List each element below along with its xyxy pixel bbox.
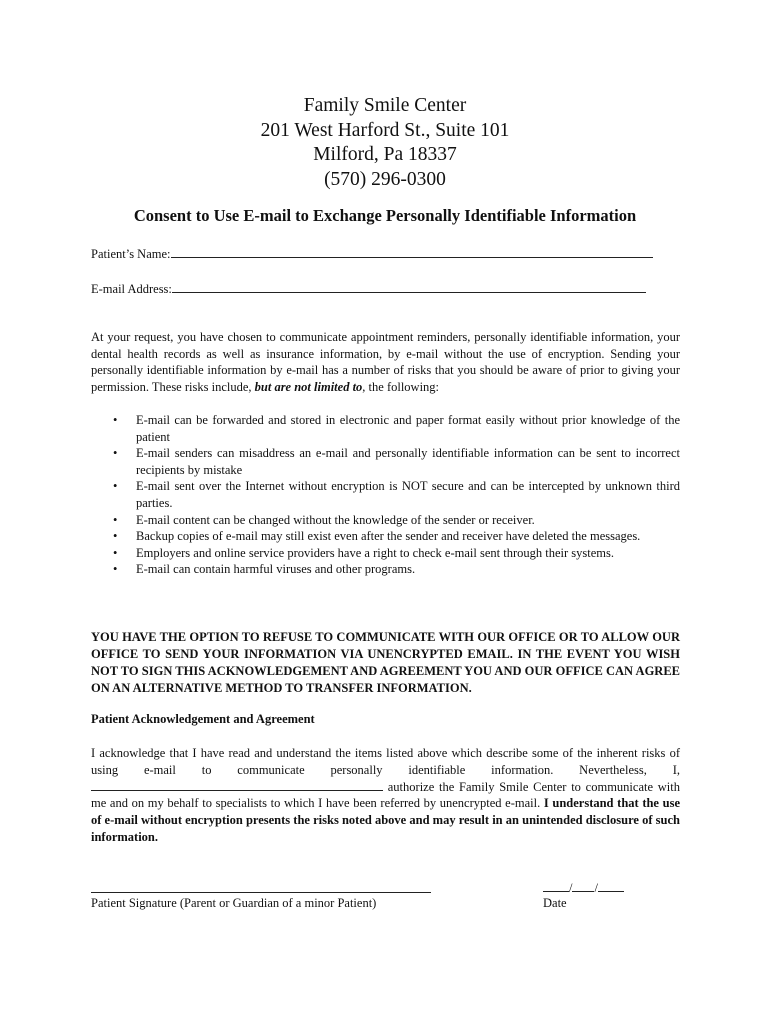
date-label: Date (543, 896, 567, 910)
practice-address-line2: Milford, Pa 18337 (313, 144, 457, 165)
practice-header (0, 94, 770, 192)
ack-text-part1: I acknowledge that I have read and understand the items listed above which describe some of the inherent risks of using e-mail to communicate personally identifiable information. Nevertheless, I, (91, 746, 680, 777)
email-address-field[interactable] (91, 280, 691, 297)
date-year-blank[interactable] (598, 880, 624, 892)
signature-label: Patient Signature (Parent or Guardian of a minor Patient) (91, 896, 377, 910)
risk-text: Employers and online service providers have a right to check e-mail sent through their systems. (136, 545, 614, 560)
date-month-blank[interactable] (543, 880, 569, 892)
bullet-icon: • (113, 512, 118, 527)
risk-text: Backup copies of e-mail may still exist even after the sender and receiver have deleted the messages. (136, 529, 641, 544)
patient-name-line[interactable] (171, 245, 653, 258)
list-item (91, 545, 680, 562)
risk-text: E-mail content can be changed without the knowledge of the sender or receiver. (136, 512, 535, 527)
date-separator: / (594, 881, 598, 895)
bullet-icon: • (113, 413, 118, 427)
bullet-icon: • (113, 479, 118, 494)
list-item (91, 445, 680, 478)
practice-name: Family Smile Center (303, 95, 467, 116)
refusal-notice: YOU HAVE THE OPTION TO REFUSE TO COMMUNICATE WITH OUR OFFICE OR TO ALLOW OUR OFFICE TO SEND YOUR INFORMATION VIA UNENCRYPTED EMAIL. IN THE EVENT YOU WISH NOT TO SIGN THIS ACKNOWLEDGEMENT AND AGREEMENT YOU AND OUR OFFICE CAN AGREE ON AN ALTERNATIVE METHOD TO TRANSFER INFORMATION. (91, 630, 680, 695)
acknowledgement-paragraph (91, 745, 680, 846)
date-day-blank[interactable] (572, 880, 594, 892)
signature-line[interactable] (91, 892, 431, 893)
acknowledgement-heading: Patient Acknowledgement and Agreement (91, 712, 315, 726)
date-field[interactable] (543, 880, 624, 896)
patient-name-label: Patient’s Name: (91, 247, 171, 261)
list-item (91, 478, 680, 511)
patient-name-field[interactable] (91, 245, 691, 262)
form-title: Consent to Use E-mail to Exchange Personally Identifiable Information (133, 206, 637, 225)
risk-text: E-mail senders can misaddress an e-mail and personally identifiable information can be sent to incorrect recipients by mistake (136, 446, 680, 477)
ack-text-part2: authorize the Family Smile Center to communicate with me and on my behalf to specialists to which I have been referred by unencrypted e-mail. (91, 779, 680, 811)
date-separator: / (569, 881, 573, 895)
bullet-icon: • (113, 529, 118, 544)
email-address-label: E-mail Address: (91, 282, 172, 296)
list-item (91, 412, 680, 445)
list-item (91, 512, 680, 529)
bullet-icon: • (113, 545, 118, 560)
risk-text: E-mail can contain harmful viruses and other programs. (136, 562, 416, 577)
risk-text: E-mail can be forwarded and stored in electronic and paper format easily without prior knowledge of the patient (136, 413, 680, 444)
risk-list (91, 412, 680, 578)
bullet-icon: • (113, 562, 118, 577)
intro-paragraph (91, 329, 680, 395)
intro-text: At your request, you have chosen to communicate appointment reminders, personally identifiable information, your dental health records as well as insurance information, by e-mail without the use of encryption. Sending your personally identifiable information by e-mail has a number of risks that you should be aware of prior to giving your permission. These risks include, (91, 330, 680, 394)
list-item (91, 528, 680, 545)
intro-tail: , the following: (362, 379, 440, 394)
ack-bold-statement: I understand that the use of e-mail without encryption presents the risks noted above and may result in an unintended disclosure of such information. (91, 796, 680, 844)
bullet-icon: • (113, 446, 118, 461)
list-item (91, 561, 680, 578)
practice-address-line1: 201 West Harford St., Suite 101 (260, 119, 510, 141)
risk-text: E-mail sent over the Internet without encryption is NOT secure and can be intercepted by unknown third parties. (136, 479, 680, 510)
intro-emphasis: but are not limited to (254, 379, 363, 394)
patient-name-blank[interactable] (91, 779, 383, 791)
practice-phone: (570) 296-0300 (324, 168, 446, 190)
email-address-line[interactable] (172, 280, 646, 293)
